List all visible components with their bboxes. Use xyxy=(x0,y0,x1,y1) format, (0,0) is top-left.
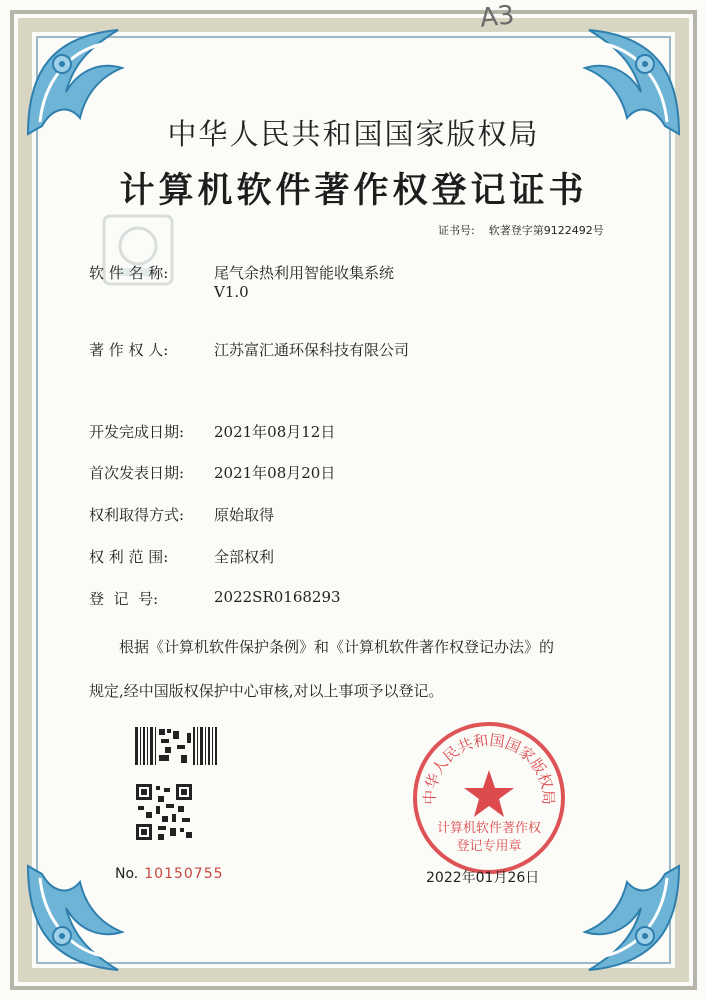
seal-line-1: 计算机软件著作权 xyxy=(436,821,542,836)
certificate-number xyxy=(438,222,618,238)
field-label: 开发完成日期: xyxy=(89,423,185,441)
field-value: 原始取得 xyxy=(214,506,275,524)
software-name-value: 尾气余热利用智能收集系统 xyxy=(214,264,395,282)
seal-line-2: 登记专用章 xyxy=(456,839,522,854)
corner-ornament-bottom-right xyxy=(567,860,685,978)
field-label: 权 利 范 围: xyxy=(89,548,169,566)
field-label: 著 作 权 人: xyxy=(89,341,169,359)
statement-line-1: 根据《计算机软件保护条例》和《计算机软件著作权登记办法》的 xyxy=(119,638,555,656)
statement-line-2: 规定,经中国版权保护中心审核,对以上事项予以登记。 xyxy=(89,682,444,700)
field-copyright-owner xyxy=(89,339,409,360)
certificate-number-value: 软著登字第9122492号 xyxy=(488,224,604,237)
field-value: 2021年08月20日 xyxy=(214,464,336,482)
issuing-authority: 中华人民共和国国家版权局 xyxy=(167,117,540,151)
seal-star-icon xyxy=(464,770,514,817)
field-label: 权利取得方式: xyxy=(89,506,185,524)
certificate-number-label: 证书号: xyxy=(438,224,475,237)
serial-prefix: No. xyxy=(115,866,139,882)
field-acquisition-method xyxy=(89,504,274,525)
field-value xyxy=(214,262,394,301)
field-label: 登 记 号: xyxy=(89,590,159,608)
handwritten-note: A3 xyxy=(478,0,516,34)
field-development-date xyxy=(89,421,335,442)
field-label: 首次发表日期: xyxy=(89,464,185,482)
barcode xyxy=(135,727,217,765)
qr-code xyxy=(136,784,192,840)
field-first-publish-date xyxy=(89,462,335,483)
field-label: 软 件 名 称: xyxy=(89,264,169,282)
field-value: 2022SR0168293 xyxy=(214,588,341,606)
field-rights-scope xyxy=(89,546,274,567)
seal-arc-text: 中华人民共和国国家版权局 xyxy=(420,731,558,806)
serial-number xyxy=(115,866,224,882)
serial-value: 10150755 xyxy=(144,866,224,882)
field-registration-number xyxy=(89,588,341,609)
issue-date: 2022年01月26日 xyxy=(426,870,540,886)
field-value: 全部权利 xyxy=(214,548,275,566)
certificate-title: 计算机软件著作权登记证书 xyxy=(119,170,588,211)
field-value: 2021年08月12日 xyxy=(214,423,336,441)
field-value: 江苏富汇通环保科技有限公司 xyxy=(214,341,410,359)
official-seal xyxy=(409,718,569,878)
software-version-value: V1.0 xyxy=(214,283,249,301)
field-software-name xyxy=(89,262,394,301)
